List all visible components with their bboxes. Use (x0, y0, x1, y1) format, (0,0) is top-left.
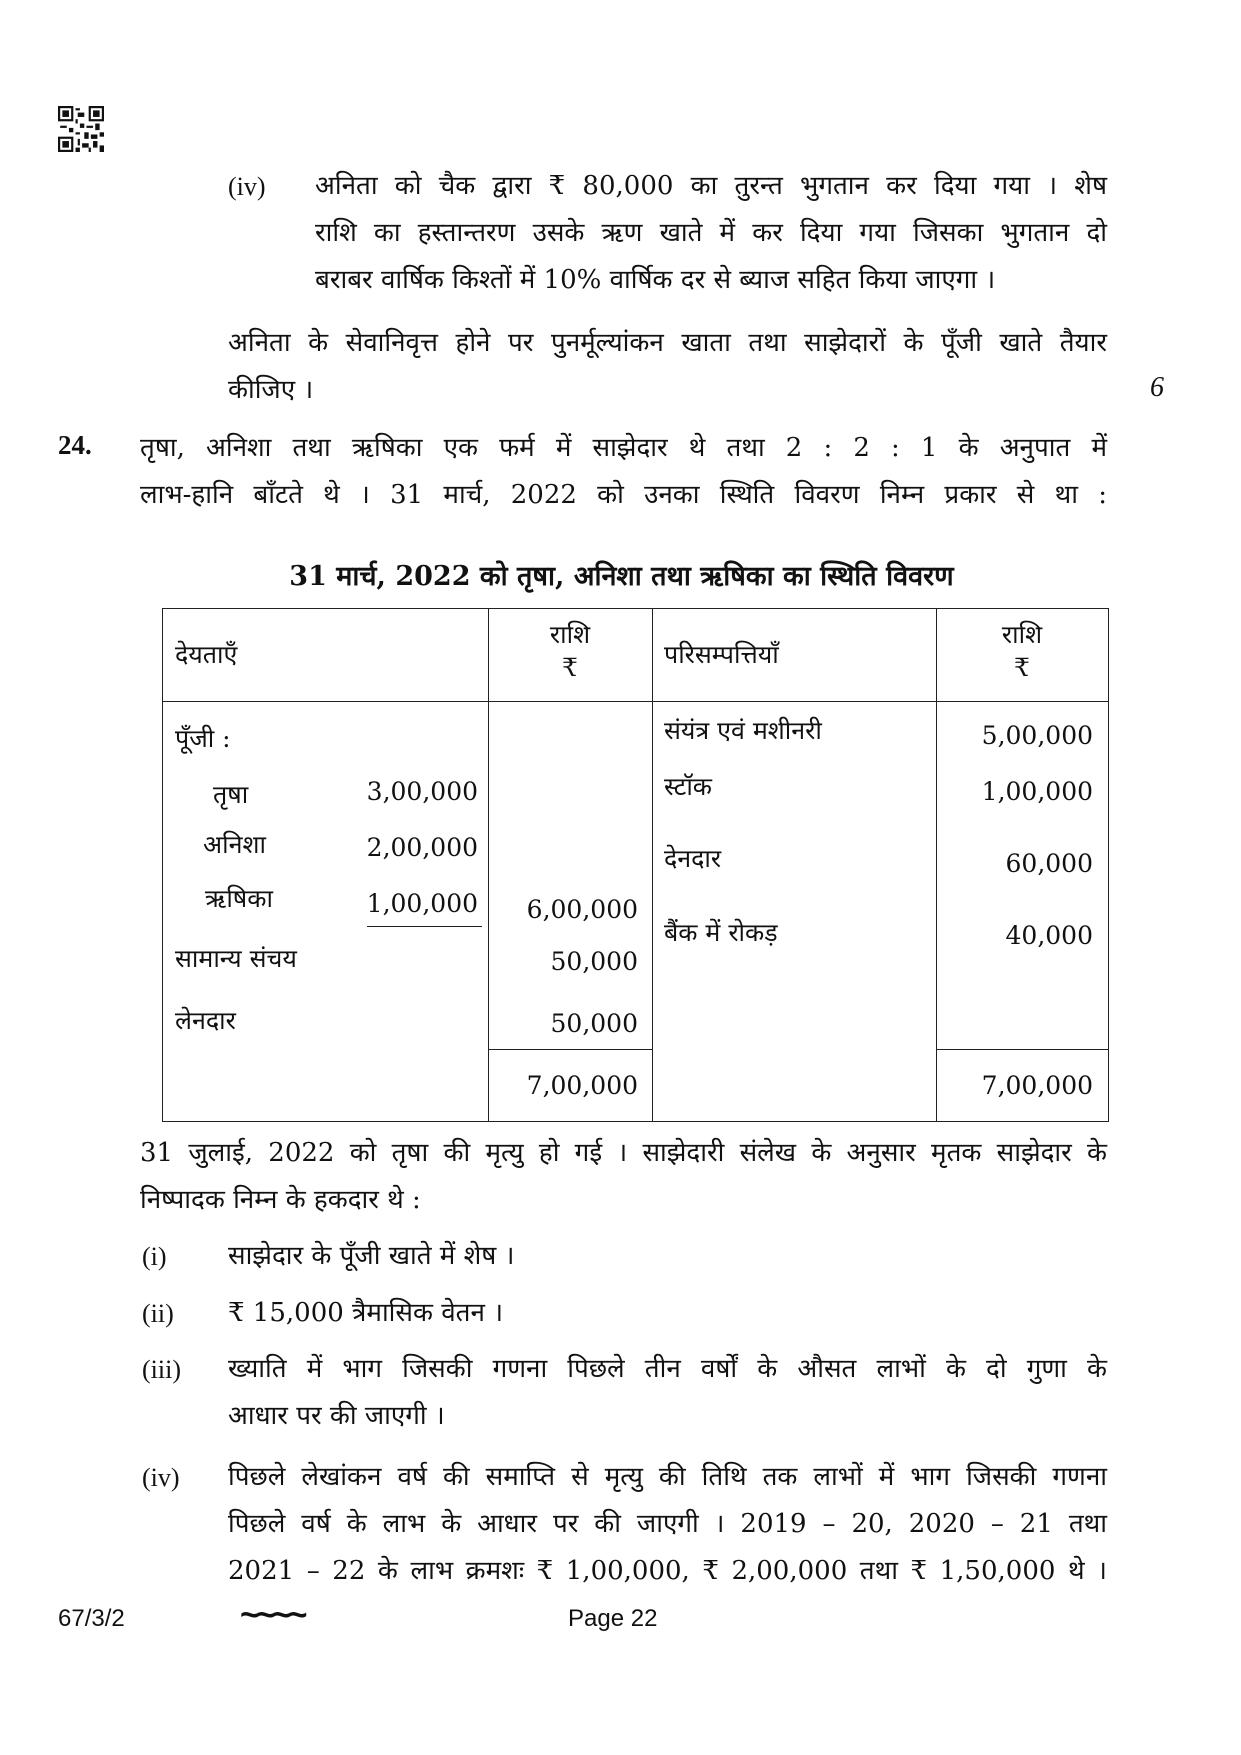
entitlement-line: पिछले लेखांकन वर्ष की समाप्ति से मृत्यु की तिथि तक लाभों में भाग जिसकी गणना (228, 1462, 1107, 1492)
asset-amount: 1,00,000 (981, 777, 1093, 806)
partner-name: अनिशा (203, 830, 266, 859)
question-line: लाभ-हानि बाँटते थे । 31 मार्च, 2022 को उनका स्थिति विवरण निम्न प्रकार से था : (140, 480, 1107, 510)
question-number: 24. (58, 430, 92, 460)
partner-capital: 2,00,000 (366, 833, 478, 862)
asset-amount: 5,00,000 (981, 721, 1093, 750)
entitlement-line: आधार पर की जाएगी । (228, 1401, 445, 1431)
death-para-line: निष्पादक निम्न के हकदार थे : (140, 1185, 421, 1215)
top-item-line: बराबर वार्षिक किश्तों में 10% वार्षिक दर से ब्याज सहित किया जाएगा । (315, 265, 996, 295)
item-number: (iv) (228, 172, 266, 201)
asset-name: देनदार (664, 844, 722, 873)
header-amount: राशि (1001, 620, 1043, 649)
top-item-line: राशि का हस्तान्तरण उसके ऋण खाते में कर दिया गया जिसका भुगतान दो (315, 218, 1107, 248)
item-number: (iii) (142, 1355, 181, 1384)
partner-capital: 1,00,000 (366, 889, 478, 918)
asset-amount: 60,000 (1005, 849, 1093, 878)
asset-name: संयंत्र एवं मशीनरी (664, 716, 822, 745)
page-number: Page 22 (568, 1605, 658, 1632)
liability-amount: 50,000 (550, 947, 638, 976)
item-number: (ii) (142, 1299, 174, 1328)
header-currency: ₹ (562, 653, 578, 682)
asset-name: स्टॉक (664, 772, 713, 801)
entitlement-line: साझेदार के पूँजी खाते में शेष । (228, 1241, 515, 1271)
qr-code-icon (58, 106, 104, 152)
question-line: तृषा, अनिशा तथा ऋषिका एक फर्म में साझेदार थे तथा 2 : 2 : 1 के अनुपात में (140, 433, 1107, 463)
entitlement-line: ख्याति में भाग जिसकी गणना पिछले तीन वर्षों के औसत लाभों के दो गुणा के (228, 1354, 1107, 1384)
footer-divider: ~~~~ (240, 1596, 304, 1634)
item-number: (i) (142, 1242, 167, 1271)
total-assets: 7,00,000 (981, 1071, 1093, 1100)
asset-amount: 40,000 (1005, 921, 1093, 950)
paper-code: 67/3/2 (58, 1605, 125, 1632)
liability-name: लेनदार (175, 1006, 236, 1035)
item-number: (iv) (142, 1463, 180, 1492)
partner-name: ऋषिका (205, 884, 273, 913)
partner-name: तृषा (213, 780, 249, 809)
death-para-line: 31 जुलाई, 2022 को तृषा की मृत्यु हो गई । साझेदारी संलेख के अनुसार मृतक साझेदार के (140, 1138, 1107, 1168)
capital-label: पूँजी : (175, 724, 231, 753)
instruction-line: अनिता के सेवानिवृत्त होने पर पुनर्मूल्यांकन खाता तथा साझेदारों के पूँजी खाते तैयार (228, 328, 1107, 358)
partner-capital: 3,00,000 (366, 777, 478, 806)
instruction-line: कीजिए । (228, 375, 314, 405)
entitlement-line: 2021 – 22 के लाभ क्रमशः ₹ 1,00,000, ₹ 2,00,000 तथा ₹ 1,50,000 थे । (228, 1556, 1107, 1586)
asset-name: बैंक में रोकड़ (664, 918, 778, 947)
entitlement-line: ₹ 15,000 त्रैमासिक वेतन । (228, 1298, 504, 1328)
capital-total: 6,00,000 (526, 895, 638, 924)
total-liabilities: 7,00,000 (526, 1071, 638, 1100)
balance-sheet-table (162, 608, 1109, 1122)
marks: 6 (1150, 372, 1164, 403)
header-liabilities: देयताएँ (175, 640, 238, 669)
entitlement-line: पिछले वर्ष के लाभ के आधार पर की जाएगी । 2019 – 20, 2020 – 21 तथा (228, 1509, 1107, 1539)
header-amount: राशि (549, 620, 591, 649)
balance-sheet-title: 31 मार्च, 2022 को तृषा, अनिशा तथा ऋषिका का स्थिति विवरण (289, 561, 954, 592)
liability-name: सामान्य संचय (175, 944, 297, 973)
top-item-line: अनिता को चैक द्वारा ₹ 80,000 का तुरन्त भुगतान कर दिया गया । शेष (315, 171, 1107, 201)
header-assets: परिसम्पत्तियाँ (664, 640, 779, 669)
header-currency: ₹ (1014, 653, 1030, 682)
liability-amount: 50,000 (550, 1009, 638, 1038)
